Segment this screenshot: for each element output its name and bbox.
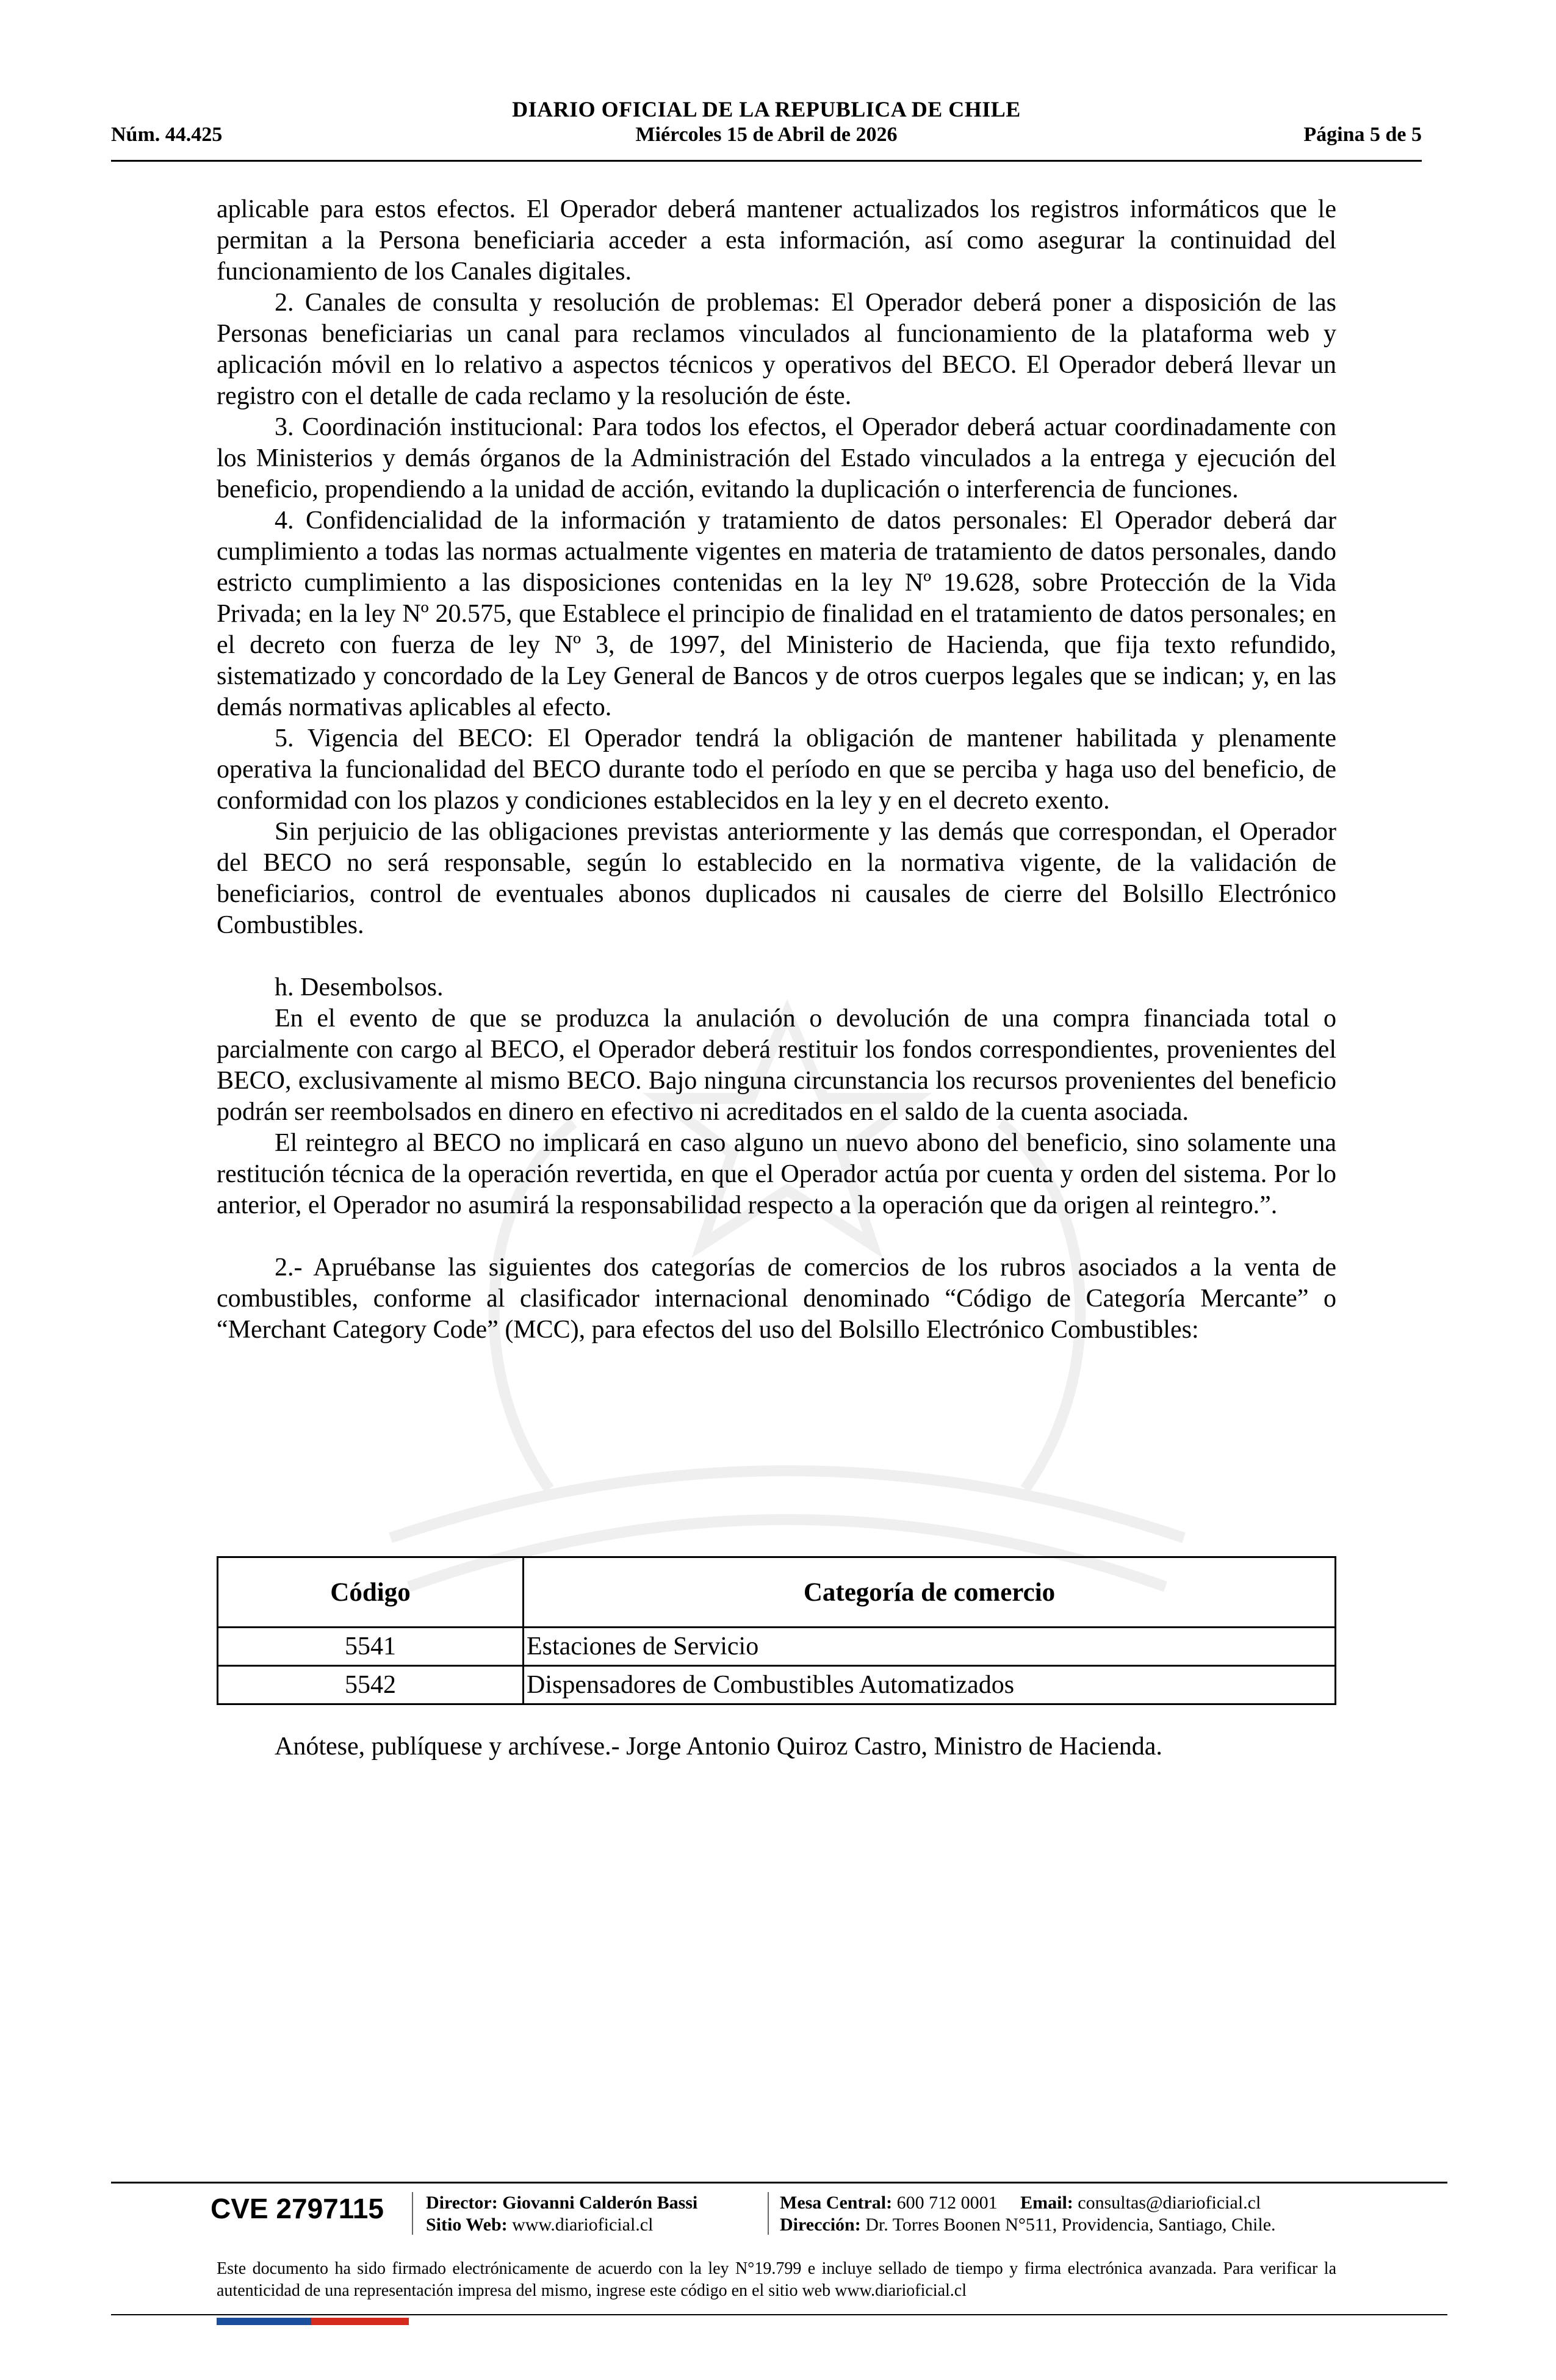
table-row (218, 1628, 1336, 1666)
cell-category: Dispensadores de Combustibles Automatizados (524, 1666, 1336, 1704)
cell-category: Estaciones de Servicio (524, 1628, 1336, 1666)
signoff: Anótese, publíquese y archívese.- Jorge Antonio Quiroz Castro, Ministro de Hacienda. (275, 1733, 1162, 1761)
paragraph: 5. Vigencia del BECO: El Operador tendrá la obligación de mantener habilitada y plenamente operativa la funcionalidad del BECO durante todo el período en que se perciba y haga uso del beneficio, de conformidad con los plazos y condiciones establecidos en la ley y en el decreto exento. (217, 724, 1336, 815)
paragraph: 4. Confidencialidad de la información y tratamiento de datos personales: El Operador deberá dar cumplimiento a todas las normas actualmente vigentes en materia de tratamiento de datos personales, dando estricto cumplimiento a las disposiciones contenidas en la ley Nº 19.628, sobre Protección de la Vida Privada; en la ley Nº 20.575, que Establece el principio de finalidad en el tratamiento de datos personales; en el decreto con fuerza de ley Nº 3, de 1997, del Ministerio de Hacienda, que fija texto refundido, sistematizado y concordado de la Ley General de Bancos y de otros cuerpos legales que se indican; y, en las demás normativas aplicables al efecto. (217, 507, 1336, 721)
cve-code: CVE 2797115 (211, 2193, 384, 2224)
paragraph: aplicable para estos efectos. El Operador deberá mantener actualizados los registros informáticos que le permitan a la Persona beneficiaria acceder a esta información, así como asegurar la continuidad del funcionamiento de los Canales digitales. (217, 195, 1336, 286)
paragraph: 3. Coordinación institucional: Para todos los efectos, el Operador deberá actuar coordinadamente con los Ministerios y demás órganos de la Administración del Estado vinculados a la entrega y ejecución del beneficio, propendiendo a la unidad de acción, evitando la duplicación o interferencia de funciones. (217, 413, 1336, 503)
phone-label: Mesa Central: (780, 2193, 893, 2213)
address-label: Dirección: (780, 2215, 861, 2235)
issue-number: Núm. 44.425 (111, 123, 223, 146)
website-label: Sitio Web: (426, 2215, 508, 2235)
cell-code: 5542 (218, 1666, 524, 1704)
newspaper-title: DIARIO OFICIAL DE LA REPUBLICA DE CHILE (512, 97, 1021, 121)
column-header-category: Categoría de comercio (524, 1557, 1336, 1628)
footer-divider-vertical (412, 2192, 413, 2235)
flag-blue-segment (217, 2318, 311, 2325)
phone-number: 600 712 0001 (896, 2193, 998, 2213)
footer-bottom-divider (111, 2314, 1447, 2315)
director-info (426, 2192, 697, 2214)
footer-divider-vertical (768, 2192, 769, 2235)
page-number: Página 5 de 5 (1303, 123, 1422, 146)
document-body (217, 194, 1336, 1346)
website-info (426, 2214, 653, 2236)
paragraph: Sin perjuicio de las obligaciones previstas anteriormente y las demás que correspondan, el Operador del BECO no será responsable, según lo establecido en la normativa vigente, de la validación de beneficiarios, control de eventuales abonos duplicados ni causales de cierre del Bolsillo Electrónico Combustibles. (217, 818, 1336, 939)
mcc-table (217, 1556, 1336, 1705)
email-label: Email: (1020, 2193, 1073, 2213)
legal-note: Este documento ha sido firmado electrónicamente de acuerdo con la ley N°19.799 e incluye sellado de tiempo y firma electrónica avanzada. Para verificar la autenticidad de una representación impresa del mismo, ingrese este código en el sitio web www.diarioficial.cl (217, 2259, 1336, 2300)
director-name: Giovanni Calderón Bassi (502, 2193, 698, 2213)
paragraph: 2. Canales de consulta y resolución de problemas: El Operador deberá poner a disposición de las Personas beneficiarias un canal para reclamos vinculados al funcionamiento de la plataforma web y aplicación móvil en lo relativo a aspectos técnicos y operativos del BECO. El Operador deberá llevar un registro con el detalle de cada reclamo y la resolución de éste. (217, 289, 1336, 410)
table-row (218, 1666, 1336, 1704)
column-header-code: Código (218, 1557, 524, 1628)
director-label: Director: (426, 2193, 498, 2213)
address-text: Dr. Torres Boonen N°511, Providencia, Santiago, Chile. (865, 2215, 1276, 2235)
table-header-row (218, 1557, 1336, 1628)
paragraph: El reintegro al BECO no implicará en caso alguno un nuevo abono del beneficio, sino solamente una restitución técnica de la operación revertida, en que el Operador actúa por cuenta y orden del sistema. Por lo anterior, el Operador no asumirá la responsabilidad respecto a la operación que da origen al reintegro.”. (217, 1129, 1336, 1219)
issue-date: Miércoles 15 de Abril de 2026 (635, 123, 898, 146)
website-link[interactable]: www.diarioficial.cl (512, 2215, 654, 2235)
flag-red-segment (311, 2318, 409, 2325)
cell-code: 5541 (218, 1628, 524, 1666)
footer-divider (111, 2182, 1447, 2183)
paragraph: 2.- Apruébanse las siguientes dos categorías de comercios de los rubros asociados a la venta de combustibles, conforme al clasificador internacional denominado “Código de Categoría Mercante” o “Merchant Category Code” (MCC), para efectos del uso del Bolsillo Electrónico Combustibles: (217, 1253, 1336, 1344)
paragraph: En el evento de que se produzca la anulación o devolución de una compra financiada total o parcialmente con cargo al BECO, el Operador deberá restituir los fondos correspondientes, provenientes del BECO, exclusivamente al mismo BECO. Bajo ninguna circunstancia los recursos provenientes del beneficio podrán ser reembolsados en dinero en efectivo ni acreditados en el saldo de la cuenta asociada. (217, 1004, 1336, 1126)
chile-flag-stripe (217, 2318, 409, 2325)
page-header (111, 93, 1422, 162)
contact-info (780, 2192, 1261, 2214)
address-info (780, 2214, 1276, 2236)
section-heading: h. Desembolsos. (275, 973, 444, 1001)
email-link[interactable]: consultas@diarioficial.cl (1078, 2193, 1261, 2213)
